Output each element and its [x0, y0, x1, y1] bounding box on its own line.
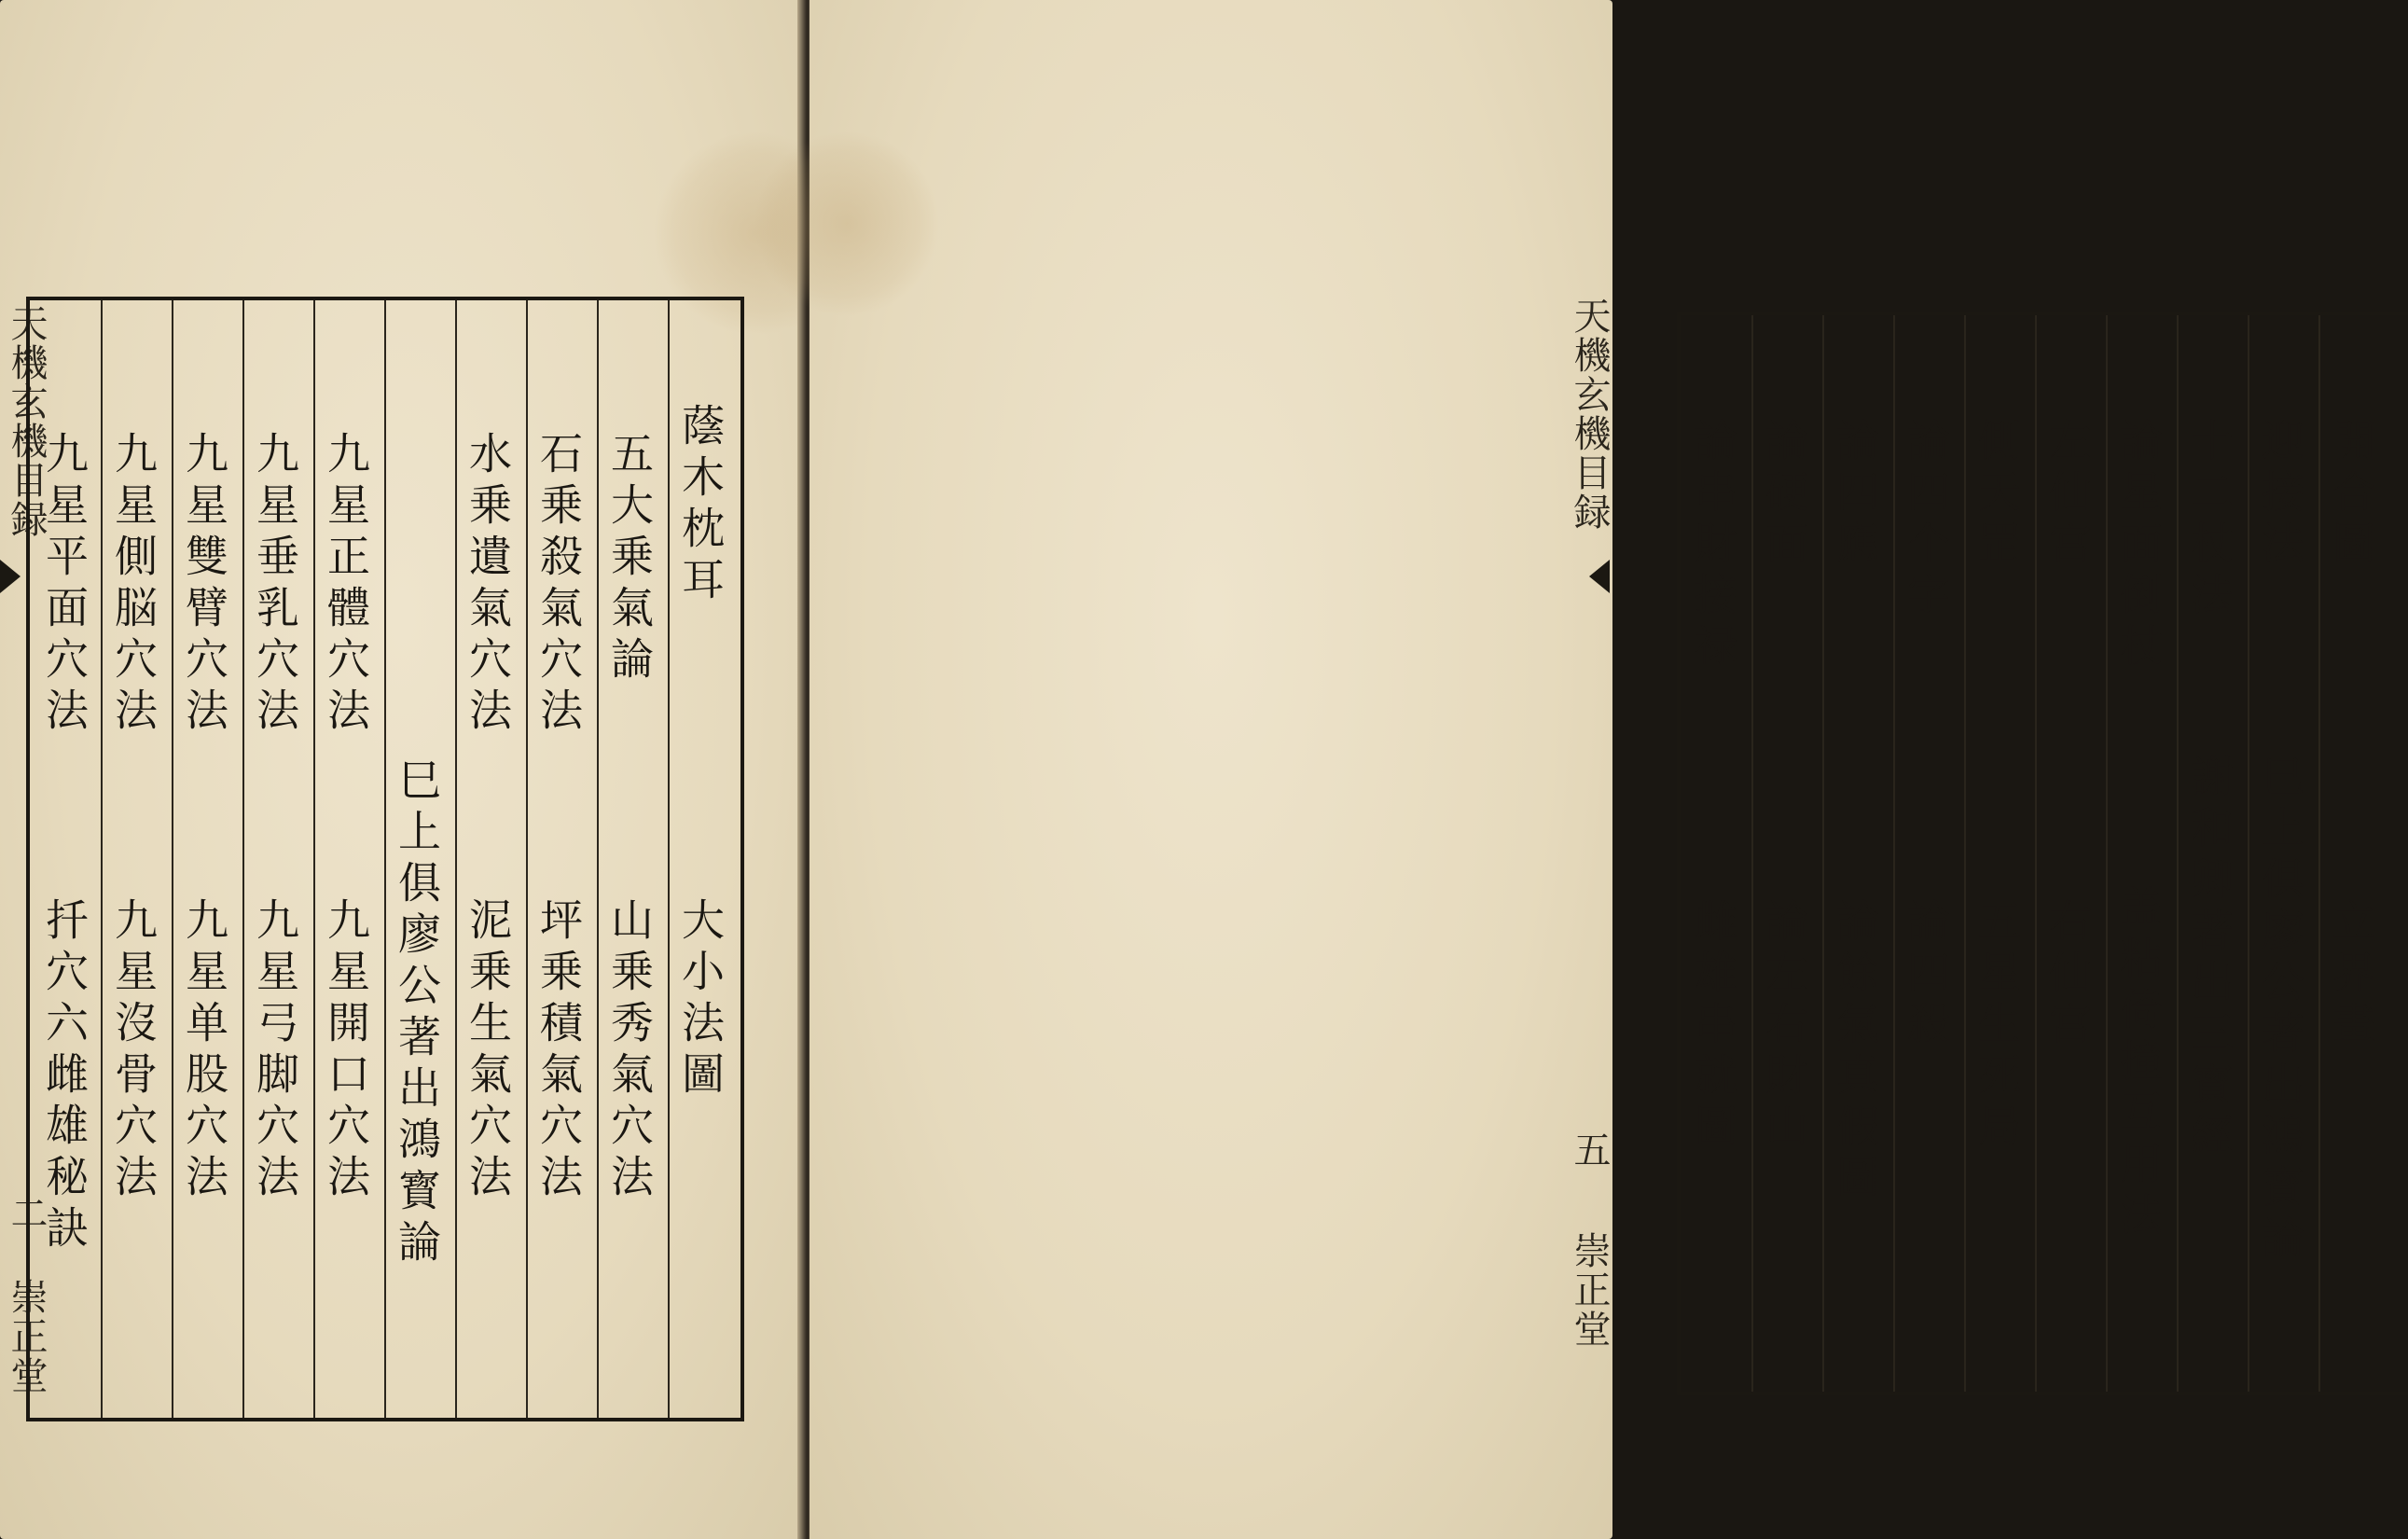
column-rule — [2248, 315, 2249, 1392]
column-rule — [313, 300, 315, 1418]
toc-entry: 左仙宫 — [2042, 418, 2093, 572]
column-rule — [2318, 315, 2320, 1392]
toc-entry: 九星弓脚穴法 — [250, 897, 300, 1205]
toc-entry: 九星側脳穴法 — [108, 431, 159, 739]
column-rule — [1822, 315, 1824, 1392]
toc-entry: 大小法圖 — [675, 897, 726, 1102]
toc-entry: 右仙宫 — [2042, 898, 2093, 1052]
toc-entry: 坪乗積氣穴法 — [533, 897, 584, 1205]
toc-entry: 九星平面穴法 — [39, 431, 90, 739]
column-rule — [384, 300, 386, 1418]
toc-entry: 論硬面 — [1759, 418, 1809, 572]
toc-entry: 九星单股穴法 — [179, 897, 229, 1205]
toc-entry: 盖粘倚撞互用法 — [2113, 884, 2164, 1243]
column-rule — [1964, 315, 1966, 1392]
toc-entry: 側天罡 — [1972, 418, 2022, 572]
column-rule — [1751, 315, 1753, 1392]
fishtail-mark — [1589, 560, 1610, 593]
toc-entry: 泥乗生氣穴法 — [463, 897, 513, 1205]
toc-entry: 五星生死局 — [1972, 898, 2022, 1155]
left-margin-folio: 二 — [5, 1194, 48, 1233]
right-margin-publisher: 崇正堂 — [1568, 1231, 1611, 1349]
toc-entry: 巳上俱廖公著出鴻寳論 — [392, 757, 442, 1270]
column-rule — [2035, 315, 2037, 1392]
right-margin-folio: 五 — [1568, 1130, 1611, 1170]
toc-entry: 論四應 — [1830, 418, 1880, 572]
toc-entry: 論四殺 — [1901, 898, 1951, 1052]
toc-entry: 立界畫 — [2326, 898, 2376, 1052]
column-rule — [1893, 315, 1895, 1392]
toc-entry: 五大乗氣論 — [604, 431, 655, 687]
toc-entry: 九星正體穴法 — [321, 431, 371, 739]
toc-entry: 九星開口穴法 — [321, 897, 371, 1205]
toc-entry: 九星垂乳穴法 — [250, 431, 300, 739]
column-rule — [2106, 315, 2108, 1392]
left-margin-publisher: 崇正堂 — [5, 1278, 48, 1395]
toc-entry: 論四个字 — [1901, 418, 1951, 623]
toc-entry: 論餘氣真假圖 — [1830, 898, 1880, 1206]
water-stain — [754, 131, 940, 317]
toc-entry: 迎接法 — [2255, 418, 2305, 572]
toc-entry: 石乗殺氣穴法 — [533, 431, 584, 739]
right-margin-title: 天機玄機目録 — [1568, 297, 1611, 532]
column-rule — [101, 300, 103, 1418]
column-rule — [455, 300, 457, 1418]
column-rule — [2177, 315, 2179, 1392]
right-text-frame — [1677, 312, 2408, 1395]
toc-entry: 巳上俱廖公著出鴻寳論 — [2255, 754, 2305, 1267]
toc-entry: 山乗秀氣穴法 — [604, 897, 655, 1205]
toc-entry: 水乗遺氣穴法 — [463, 431, 513, 739]
toc-entry: 開合圖 — [2326, 418, 2376, 572]
column-rule — [242, 300, 244, 1418]
column-rule — [526, 300, 528, 1418]
toc-entry: 謝和卿著出三寳經 — [2184, 754, 2235, 1164]
fishtail-mark — [0, 560, 21, 593]
toc-entry: 九星沒骨穴法 — [108, 897, 159, 1205]
right-page — [810, 0, 2376, 1539]
toc-entry: 十二杖法 — [2184, 418, 2235, 623]
toc-entry: 九星雙臂穴法 — [179, 431, 229, 739]
column-rule — [172, 300, 173, 1418]
left-text-frame — [26, 297, 744, 1421]
left-page — [0, 0, 804, 1539]
toc-entry: 蔭木枕耳 — [675, 403, 726, 608]
toc-entry: 論串財接禄 — [1688, 418, 1738, 674]
toc-entry: 論左右財山 — [1759, 898, 1809, 1155]
toc-entry: 論星面倒杖 — [2113, 418, 2164, 674]
left-margin-title: 天機玄機目録 — [5, 304, 48, 539]
toc-entry: 雌雄串就圖 — [1688, 898, 1738, 1155]
toc-entry: 扦穴六雌雄秘訣 — [39, 897, 90, 1256]
column-rule — [668, 300, 670, 1418]
column-rule — [597, 300, 599, 1418]
